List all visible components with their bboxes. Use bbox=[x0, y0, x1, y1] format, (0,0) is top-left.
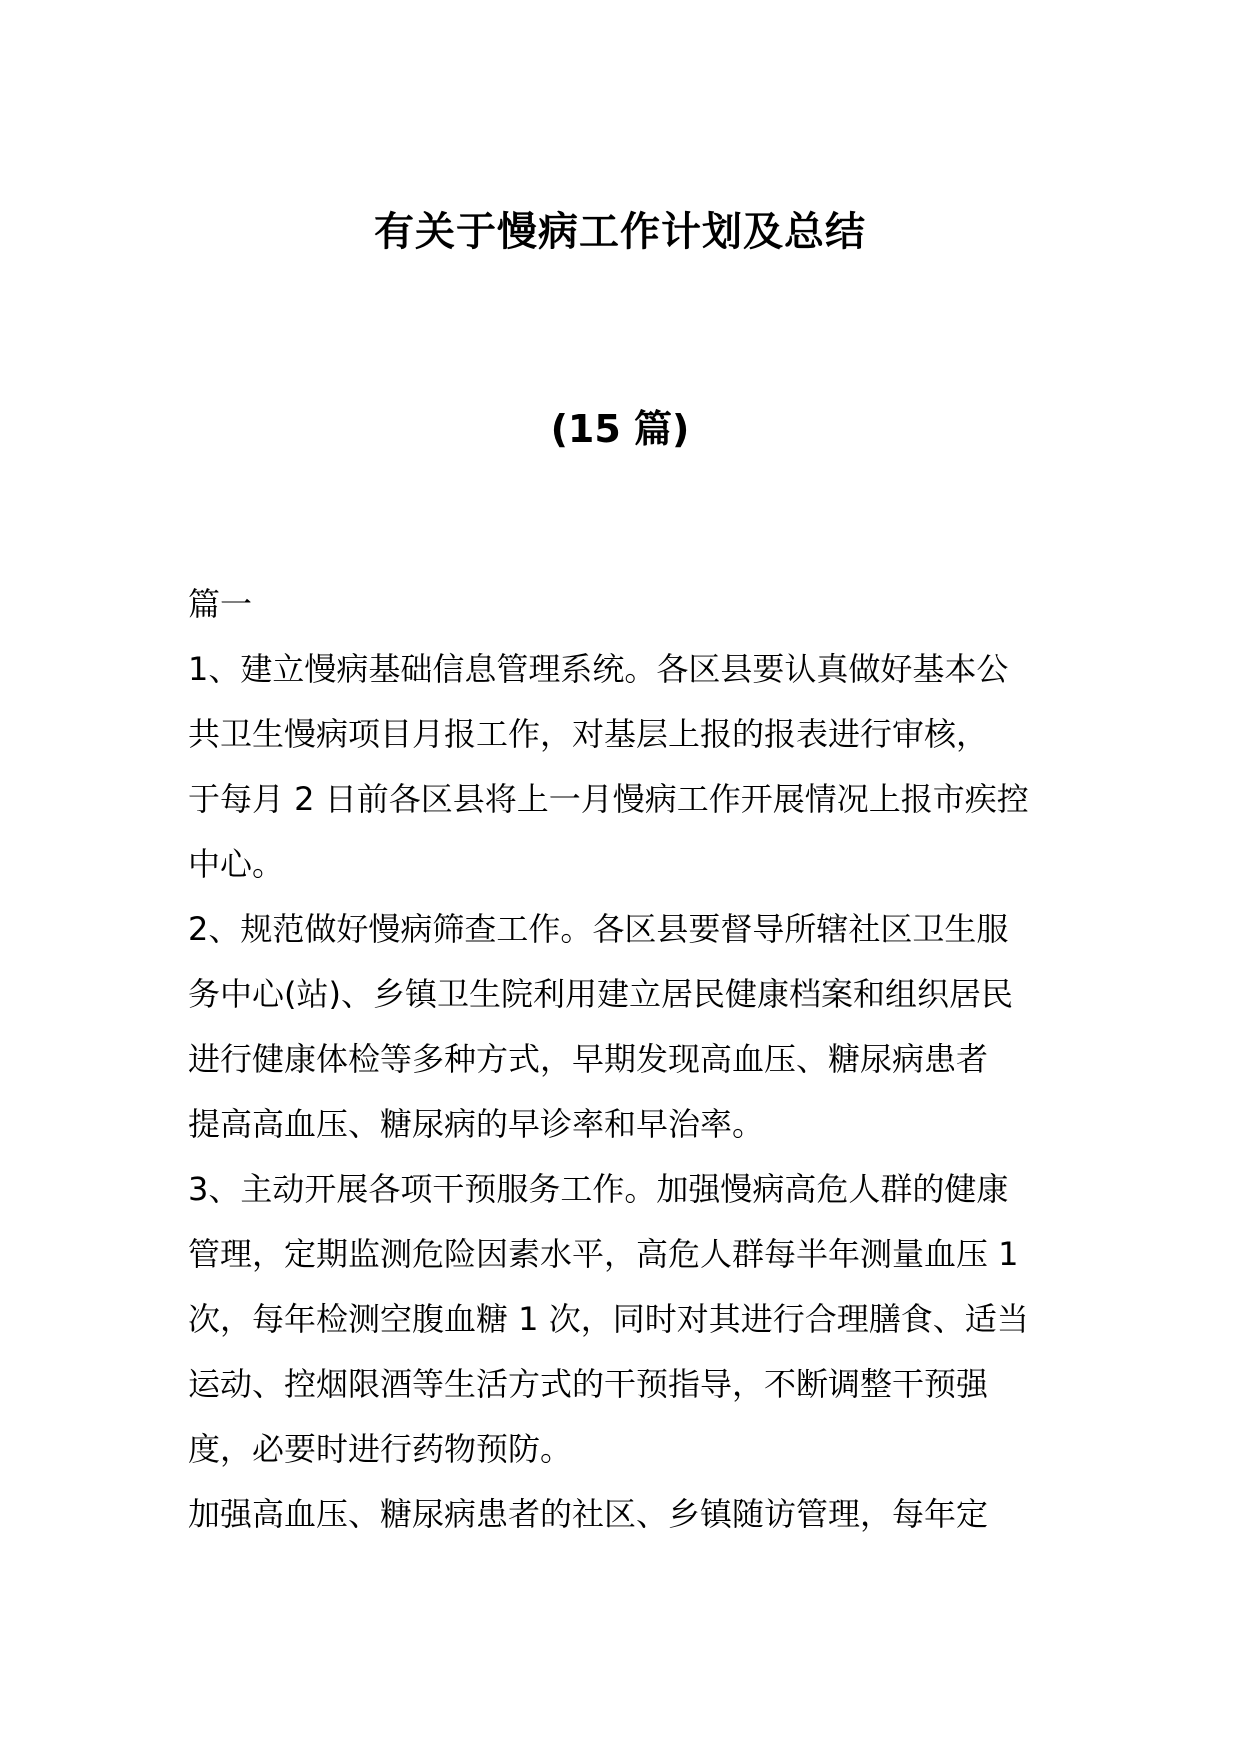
section-heading: 篇一 bbox=[188, 585, 253, 623]
body-line: 于每月 2 日前各区县将上一月慢病工作开展情况上报市疾控 bbox=[188, 780, 1029, 818]
body-line: 共卫生慢病项目月报工作，对基层上报的报表进行审核， bbox=[188, 715, 989, 753]
body-line: 次，每年检测空腹血糖 1 次，同时对其进行合理膳食、适当 bbox=[188, 1300, 1029, 1338]
body-line: 管理，定期监测危险因素水平，高危人群每半年测量血压 1 bbox=[188, 1235, 1019, 1273]
body-line: 1、建立慢病基础信息管理系统。各区县要认真做好基本公 bbox=[188, 650, 1009, 688]
body-line: 务中心(站)、乡镇卫生院利用建立居民健康档案和组织居民 bbox=[188, 975, 1013, 1013]
body-line: 进行健康体检等多种方式，早期发现高血压、糖尿病患者 bbox=[188, 1040, 989, 1078]
body-line: 中心。 bbox=[188, 845, 285, 883]
body-line: 度，必要时进行药物预防。 bbox=[188, 1430, 573, 1468]
body-line: 2、规范做好慢病筛查工作。各区县要督导所辖社区卫生服 bbox=[188, 910, 1009, 948]
document-body bbox=[188, 580, 1058, 1555]
body-line: 3、主动开展各项干预服务工作。加强慢病高危人群的健康 bbox=[188, 1170, 1009, 1208]
body-line: 提高高血压、糖尿病的早诊率和早治率。 bbox=[188, 1105, 765, 1143]
document-subtitle: (15 篇) bbox=[550, 407, 690, 451]
body-line: 运动、控烟限酒等生活方式的干预指导，不断调整干预强 bbox=[188, 1365, 989, 1403]
document-title: 有关于慢病工作计划及总结 bbox=[374, 209, 866, 255]
body-line: 加强高血压、糖尿病患者的社区、乡镇随访管理，每年定 bbox=[188, 1495, 989, 1533]
